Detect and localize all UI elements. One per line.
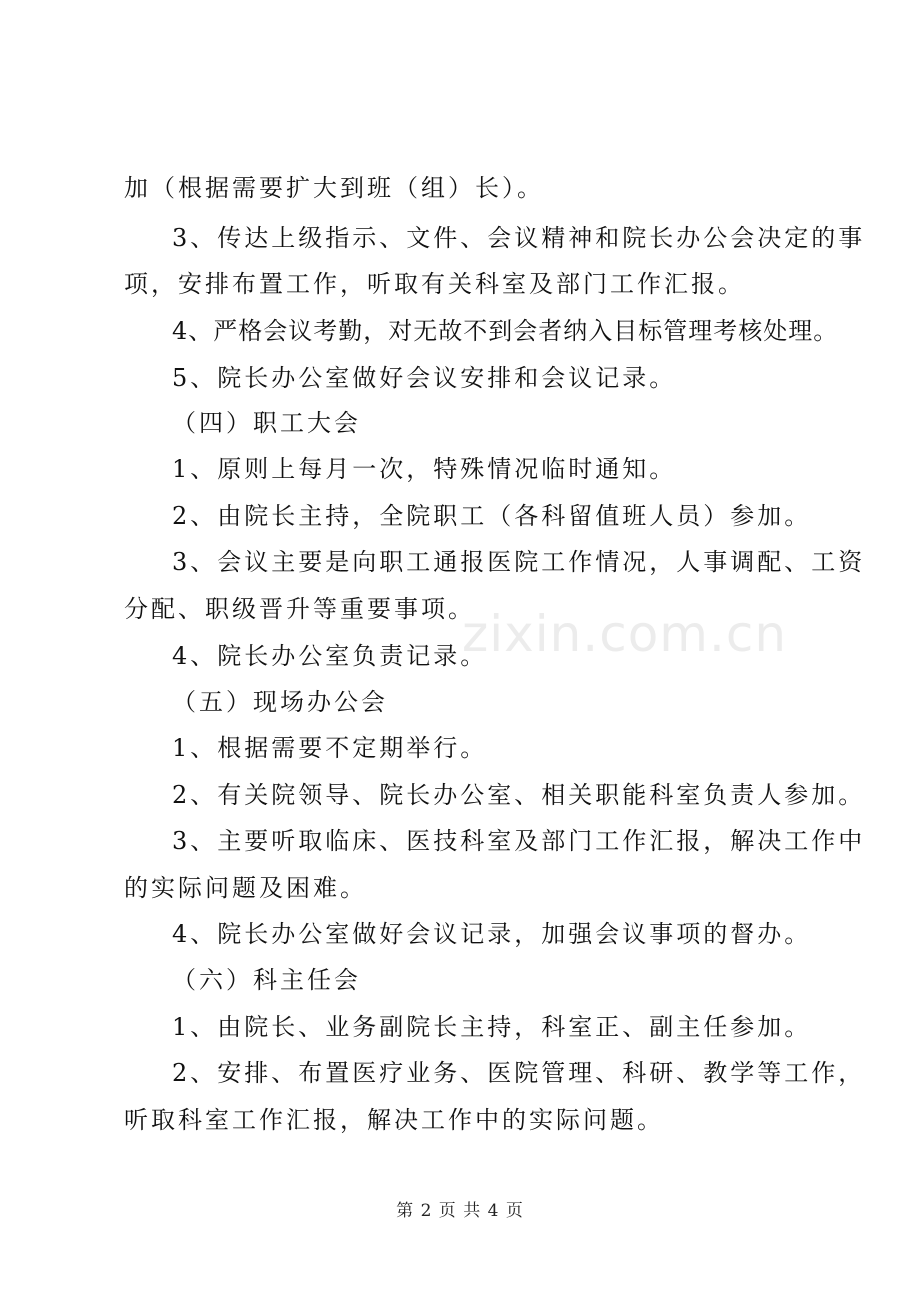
page-footer: 第 2 页 共 4 页 [396,1201,524,1221]
text-line: 1、根据需要不定期举行。 [172,734,488,762]
section-heading: （五）现场办公会 [172,688,388,716]
text-line: 分配、职级晋升等重要事项。 [124,595,475,623]
text-line: 1、由院长、业务副院长主持，科室正、副主任参加。 [172,1013,812,1041]
text-line: 3、主要听取临床、医技科室及部门工作汇报，解决工作中 [172,827,866,855]
section-heading: （六）科主任会 [172,966,361,994]
watermark: zixin.com.cn [462,605,788,663]
text-line: 4、院长办公室负责记录。 [172,642,488,670]
text-line: 的实际问题及困难。 [124,874,367,902]
text-line: 加（根据需要扩大到班（组）长）。 [124,174,544,202]
text-line: 4、院长办公室做好会议记录，加强会议事项的督办。 [172,920,812,948]
text-line: 3、会议主要是向职工通报医院工作情况，人事调配、工资 [172,548,866,576]
section-heading: （四）职工大会 [172,409,361,437]
text-line: 2、有关院领导、院长办公室、相关职能科室负责人参加。 [172,781,866,809]
text-line: 3、传达上级指示、文件、会议精神和院长办公会决定的事 [172,224,866,252]
text-line: 听取科室工作汇报，解决工作中的实际问题。 [124,1106,664,1134]
text-line: 2、安排、布置医疗业务、医院管理、科研、教学等工作， [172,1059,866,1087]
text-line: 4、严格会议考勤，对无故不到会者纳入目标管理考核处理。 [172,317,839,345]
text-line: 项，安排布置工作，听取有关科室及部门工作汇报。 [124,270,745,298]
text-line: 1、原则上每月一次，特殊情况临时通知。 [172,455,677,483]
text-line: 5、院长办公室做好会议安排和会议记录。 [172,364,677,392]
text-line: 2、由院长主持，全院职工（各科留值班人员）参加。 [172,502,812,530]
